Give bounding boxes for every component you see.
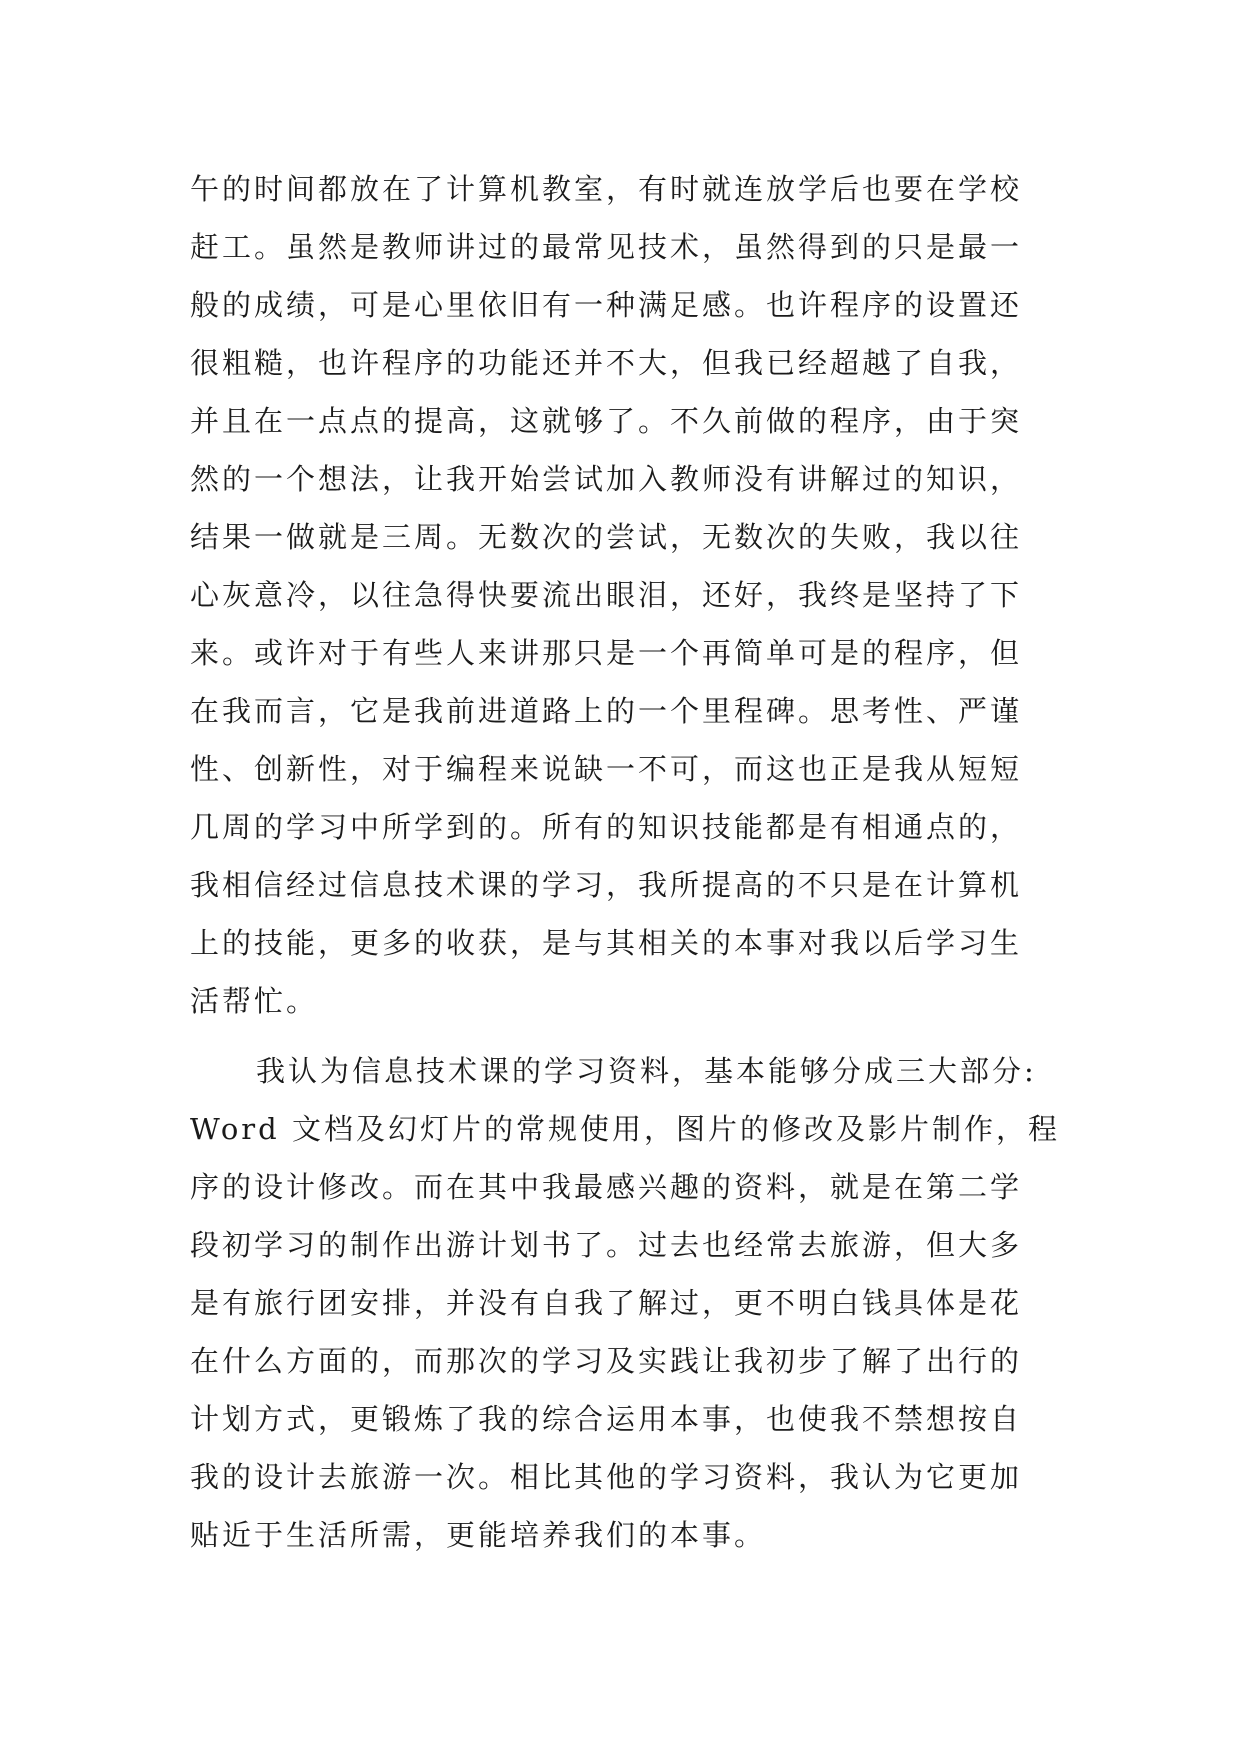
text-line: 我认为信息技术课的学习资料，基本能够分成三大部分: — [256, 1054, 1037, 1088]
text-line: 上的技能，更多的收获，是与其相关的本事对我以后学习生 — [190, 926, 1023, 960]
text-line: Word 文档及幻灯片的常规使用，图片的修改及影片制作，程 — [190, 1112, 1060, 1146]
text-line: 几周的学习中所学到的。所有的知识技能都是有相通点的， — [190, 810, 1023, 844]
text-line: 贴近于生活所需，更能培养我们的本事。 — [190, 1518, 767, 1552]
text-line: 在什么方面的，而那次的学习及实践让我初步了解了出行的 — [190, 1344, 1023, 1378]
paragraph-gap — [190, 1030, 1050, 1042]
text-line: 性、创新性，对于编程来说缺一不可，而这也正是我从短短 — [190, 752, 1023, 786]
text-line: 来。或许对于有些人来讲那只是一个再简单可是的程序，但 — [190, 636, 1023, 670]
paragraph-2 — [190, 1042, 1060, 1564]
text-line: 段初学习的制作出游计划书了。过去也经常去旅游，但大多 — [190, 1228, 1023, 1262]
text-line: 我相信经过信息技术课的学习，我所提高的不只是在计算机 — [190, 868, 1023, 902]
text-line: 结果一做就是三周。无数次的尝试，无数次的失败，我以往 — [190, 520, 1023, 554]
text-line: 序的设计修改。而在其中我最感兴趣的资料，就是在第二学 — [190, 1170, 1023, 1204]
text-line: 赶工。虽然是教师讲过的最常见技术，虽然得到的只是最一 — [190, 230, 1023, 264]
text-line: 活帮忙。 — [190, 984, 319, 1018]
text-line: 午的时间都放在了计算机教室，有时就连放学后也要在学校 — [190, 172, 1023, 206]
text-line: 心灰意冷，以往急得快要流出眼泪，还好，我终是坚持了下 — [190, 578, 1023, 612]
document-body — [190, 160, 1060, 1564]
text-line: 计划方式，更锻炼了我的综合运用本事，也使我不禁想按自 — [190, 1402, 1023, 1436]
text-line: 并且在一点点的提高，这就够了。不久前做的程序，由于突 — [190, 404, 1023, 438]
text-line: 我的设计去旅游一次。相比其他的学习资料，我认为它更加 — [190, 1460, 1023, 1494]
text-line: 很粗糙，也许程序的功能还并不大，但我已经超越了自我， — [190, 346, 1023, 380]
text-line: 般的成绩，可是心里依旧有一种满足感。也许程序的设置还 — [190, 288, 1023, 322]
text-line: 然的一个想法，让我开始尝试加入教师没有讲解过的知识， — [190, 462, 1023, 496]
text-line: 在我而言，它是我前进道路上的一个里程碑。思考性、严谨 — [190, 694, 1023, 728]
text-line: 是有旅行团安排，并没有自我了解过，更不明白钱具体是花 — [190, 1286, 1023, 1320]
paragraph-1 — [190, 160, 1050, 1030]
